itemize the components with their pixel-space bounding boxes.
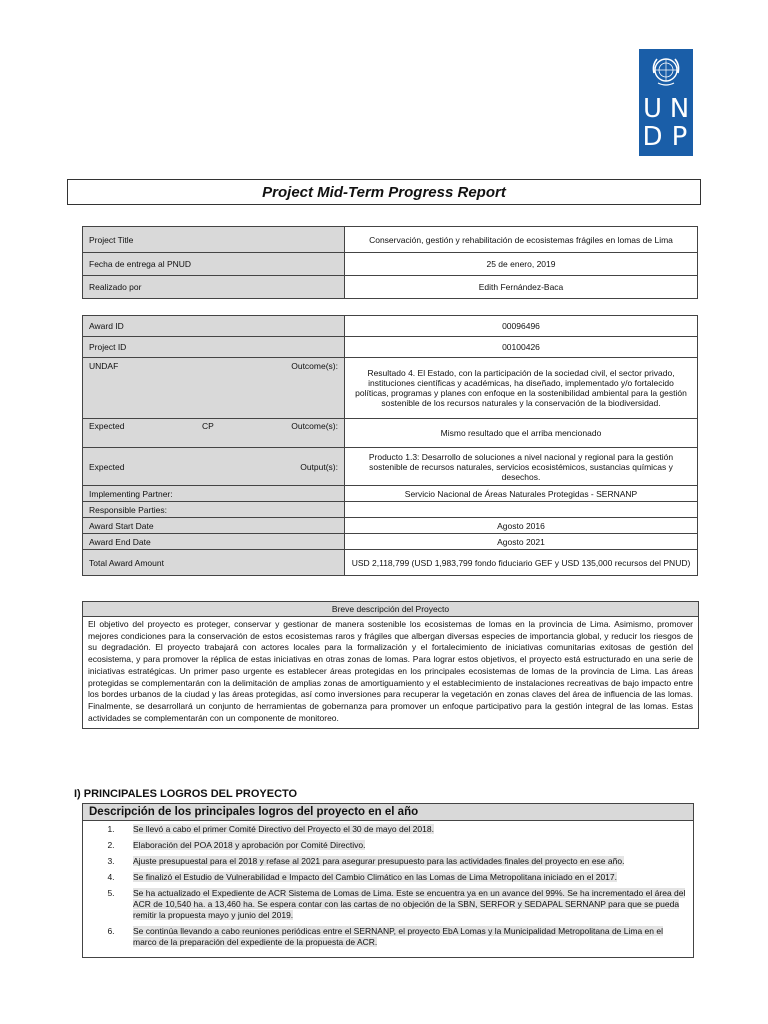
output-value: Producto 1.3: Desarrollo de soluciones a nivel nacional y regional para la gestión sostenible de recursos naturales, servicios ecosistémicos, sustancias químicas y desechos. — [345, 448, 698, 486]
project-description-box — [82, 601, 699, 729]
end-date-value: Agosto 2021 — [345, 534, 698, 550]
total-amount-value: USD 2,118,799 (USD 1,983,799 fondo fiduciario GEF y USD 135,000 recursos del PNUD) — [345, 550, 698, 576]
list-item-text: Elaboración del POA 2018 y aprobación por Comité Directivo. — [133, 840, 366, 850]
table-row — [83, 419, 698, 448]
logo-letter-n: N — [669, 94, 690, 124]
table-row — [83, 358, 698, 419]
achievements-box — [82, 803, 694, 958]
award-info-table — [82, 315, 698, 576]
table-row — [83, 550, 698, 576]
award-id-label: Award ID — [83, 316, 345, 337]
award-id-value: 00096496 — [345, 316, 698, 337]
output-expected-label: Expected — [89, 461, 125, 472]
table-row — [83, 337, 698, 358]
responsible-parties-label: Responsible Parties: — [83, 502, 345, 518]
author-value: Edith Fernández-Baca — [345, 276, 698, 299]
cp-outcome-label: Outcome(s): — [291, 421, 338, 431]
implementing-partner-value: Servicio Nacional de Áreas Naturales Protegidas - SERNANP — [345, 486, 698, 502]
list-item-number: 5. — [107, 888, 115, 898]
list-item — [89, 888, 687, 921]
logo-letter-d: D — [642, 122, 663, 152]
table-row — [83, 486, 698, 502]
delivery-date-value: 25 de enero, 2019 — [345, 253, 698, 276]
list-item-number: 1. — [107, 824, 115, 834]
undaf-outcome-value: Resultado 4. El Estado, con la participación de la sociedad civil, el sector privado, instituciones científicas y académicas, ha diseñado, implementado y/o fortalecido políticas, programas y planes con enfoque en la sostenibilidad ambiental para la gestión sostenible de los recursos naturales y la conservación de la biodiversidad. — [345, 358, 698, 419]
list-item — [89, 824, 687, 835]
list-item-text: Se finalizó el Estudio de Vulnerabilidad e Impacto del Cambio Climático en las Lomas de Lima Metropolitana iniciado en el 2017. — [133, 872, 617, 882]
project-title-value: Conservación, gestión y rehabilitación de ecosistemas frágiles en lomas de Lima — [345, 227, 698, 253]
list-item-text: Se ha actualizado el Expediente de ACR Sistema de Lomas de Lima. Este se encuentra ya en un avance del 99%. Se ha incrementado el área del ACR de 10,540 ha. a 13,460 ha. Se espera contar con las cartas de no objeción de la SBN, SERFOR y SEDAPAL SERNANP para que se pueda remitir la propuesta mayo y junio del 2019. — [133, 888, 686, 920]
project-id-label: Project ID — [83, 337, 345, 358]
start-date-value: Agosto 2016 — [345, 518, 698, 534]
project-info-table — [82, 226, 698, 299]
cp-outcome-value: Mismo resultado que el arriba mencionado — [345, 419, 698, 448]
list-item — [89, 926, 687, 948]
table-row — [83, 253, 698, 276]
cp-expected-label: Expected — [89, 421, 125, 431]
list-item-text: Se llevó a cabo el primer Comité Directivo del Proyecto el 30 de mayo del 2018. — [133, 824, 434, 834]
report-title: Project Mid-Term Progress Report — [262, 183, 506, 201]
logo-letter-u: U — [642, 94, 663, 124]
output-label: Output(s): — [300, 461, 338, 472]
table-row — [83, 276, 698, 299]
cp-label: CP — [201, 421, 214, 431]
output-label-cell — [83, 448, 345, 486]
achievements-list — [83, 821, 693, 957]
table-row — [83, 534, 698, 550]
table-row — [83, 502, 698, 518]
logo-letter-p: P — [671, 122, 688, 152]
project-description-text: El objetivo del proyecto es proteger, conservar y gestionar de manera sostenible los ecosistemas de lomas en la provincia de Lima. Asimismo, promover mejores condiciones para la conservación de estos ecosistemas raros y frágiles que albergan diversas especies de importancia global, y reducir los riesgos de su degradación. El proyecto trabajará con actores locales para la formalización y el fortalecimiento de iniciativas comunitarias exitosas de gestión del ecosistema, y para promover la réplica de estas iniciativas en otras zonas de lomas. Para lograr estos objetivos, el proyecto está estructurado en una serie de iniciativas estratégicas. Un primer paso urgente es establecer áreas protegidas en los principales ecosistemas de lomas de la provincia de Lima. Las áreas protegidas se complementarán con la delimitación de amplias zonas de amortiguamiento y el establecimiento de instalaciones recreativas de bajo impacto entre los bordes urbanos de la ciudad y las áreas protegidas, así como inversiones para recuperar la vegetación en zonas claves del área de influencia de las lomas. Finalmente, se desarrollará un conjunto de herramientas de gobernanza para promover un enfoque participativo para la gestión integral de las lomas. Estas actividades se complementarán con un componente de monitoreo. — [88, 619, 693, 723]
section-heading: I) PRINCIPALES LOGROS DEL PROYECTO — [74, 788, 298, 800]
report-title-box — [67, 179, 701, 205]
total-amount-label: Total Award Amount — [83, 550, 345, 576]
end-date-label: Award End Date — [83, 534, 345, 550]
implementing-partner-label: Implementing Partner: — [83, 486, 345, 502]
author-label: Realizado por — [83, 276, 345, 299]
list-item — [89, 856, 687, 867]
undp-logo — [639, 49, 693, 156]
start-date-label: Award Start Date — [83, 518, 345, 534]
delivery-date-label: Fecha de entrega al PNUD — [83, 253, 345, 276]
list-item-text: Se continúa llevando a cabo reuniones periódicas entre el SERNANP, el proyecto EbA Lomas y la Municipalidad Metropolitana de Lima en el marco de la preparación del expediente de la propuesta de ACR. — [133, 926, 663, 947]
list-item-number: 6. — [107, 926, 115, 936]
list-item-text: Ajuste presupuestal para el 2018 y refase al 2021 para asegurar presupuesto para las actividades finales del proyecto en ese año. — [133, 856, 625, 866]
undaf-outcome-label: Outcome(s): — [291, 361, 338, 371]
project-title-label: Project Title — [83, 227, 345, 253]
list-item — [89, 872, 687, 883]
table-row — [83, 227, 698, 253]
table-row — [83, 316, 698, 337]
achievements-heading: Descripción de los principales logros del proyecto en el año — [83, 804, 693, 821]
cp-outcome-label-cell — [83, 419, 345, 448]
table-row — [83, 518, 698, 534]
un-emblem-icon — [649, 55, 683, 89]
project-id-value: 00100426 — [345, 337, 698, 358]
list-item-number: 4. — [107, 872, 115, 882]
list-item-number: 2. — [107, 840, 115, 850]
list-item — [89, 840, 687, 851]
undaf-label-cell — [83, 358, 345, 419]
undaf-label: UNDAF — [89, 361, 119, 371]
table-row — [83, 448, 698, 486]
list-item-number: 3. — [107, 856, 115, 866]
project-description-heading: Breve descripción del Proyecto — [83, 602, 698, 617]
responsible-parties-value — [345, 502, 698, 518]
